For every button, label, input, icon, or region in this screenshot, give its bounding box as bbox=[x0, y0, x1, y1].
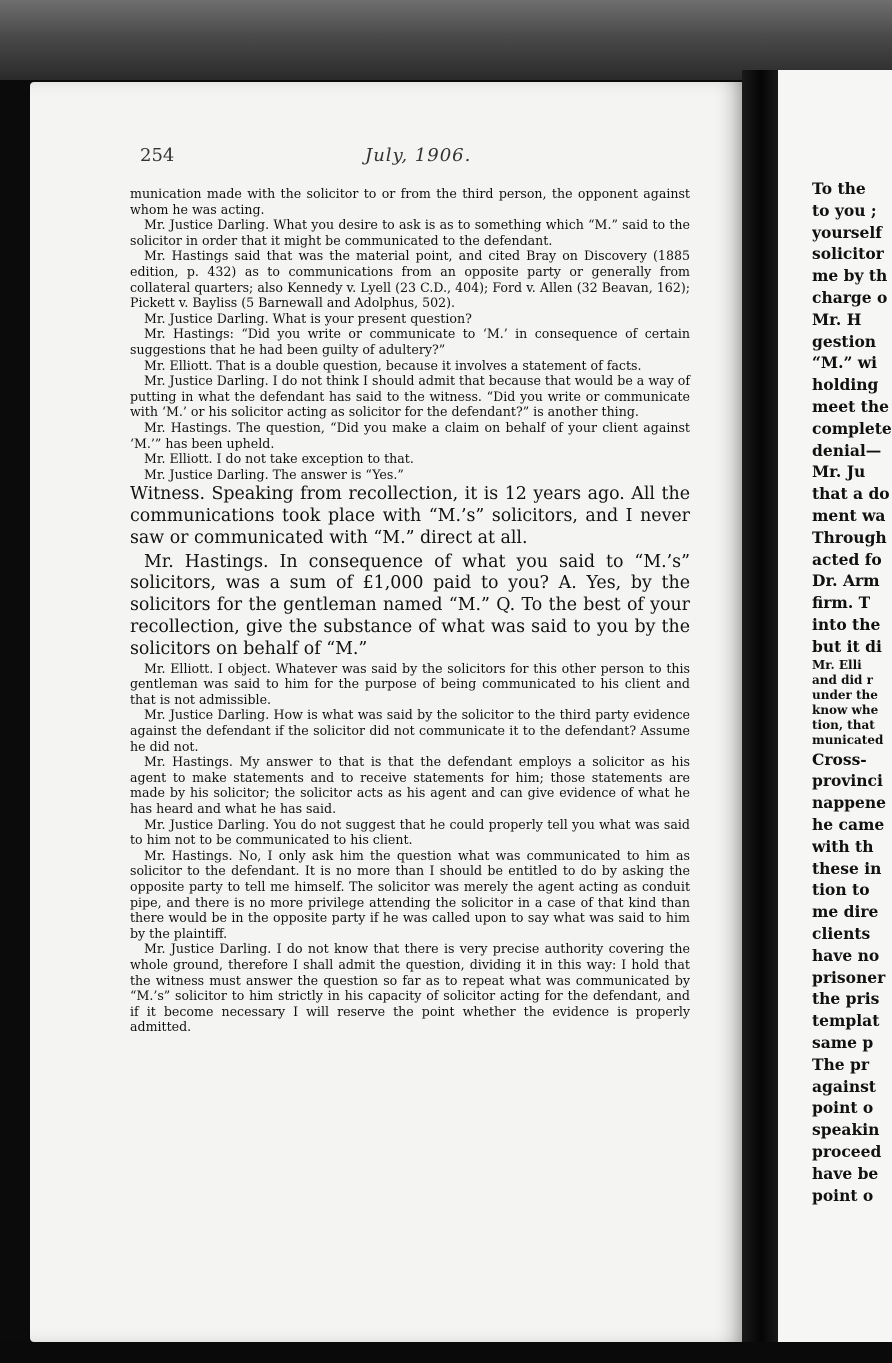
right-page-line: against bbox=[812, 1076, 876, 1096]
right-page-line: Mr. Ju bbox=[812, 462, 866, 482]
right-page-line: Through bbox=[812, 527, 887, 547]
right-page-line: Cross- bbox=[812, 749, 867, 769]
right-page-line: “M.” wi bbox=[812, 353, 878, 373]
paragraph: Mr. Justice Darling. You do not suggest that he could properly tell you what was said to him not to be communicated to his client. bbox=[130, 816, 690, 848]
paragraph: Mr. Hastings. No, I only ask him the question what was communicated to him as solicitor to the defendant. It is no more than I should be entitled to do by asking the opposite party to tell me himself. The solicitor was merely the agent acting as conduit pipe, and there is no more privilege attending the solicitor in a case of that kind than there would be in the opposite party if he was called upon to say what was said to him by the plaintiff. bbox=[130, 847, 690, 941]
paragraph: Mr. Justice Darling. I do not think I should admit that because that would be a way of putting in what the defendant has said to the witness. “Did you write or communicate with ‘M.’ or his solicitor acting as solicitor for the defendant?” is another thing. bbox=[130, 373, 690, 420]
running-title: July, 1906. bbox=[365, 145, 472, 166]
right-page-line: speakin bbox=[812, 1120, 880, 1140]
left-page-body bbox=[130, 186, 690, 1035]
right-page-line: have be bbox=[812, 1163, 879, 1183]
right-page-line: provinci bbox=[812, 771, 883, 791]
right-page-line: firm. T bbox=[812, 593, 871, 613]
book-gutter bbox=[742, 70, 780, 1363]
right-page-line: Dr. Arm bbox=[812, 571, 880, 591]
right-page-line: The pr bbox=[812, 1054, 870, 1074]
paragraph: Mr. Hastings. In consequence of what you said to “M.’s” solicitors, was a sum of £1,000 paid to you? A. Yes, by the solicitors for the gentleman named “M.” Q. To the best of your recollection, give the substance of what was said to you by the solicitors on behalf of “M.” bbox=[130, 551, 690, 659]
right-page-line: prisoner bbox=[812, 967, 886, 987]
right-page-line: holding bbox=[812, 375, 879, 395]
right-page-line: that a do bbox=[812, 484, 890, 504]
paragraph: Mr. Hastings said that was the material point, and cited Bray on Discovery (1885 edition, p. 432) as to communications from an opposite party or generally from collateral quarters; also Kennedy v. Lyell (23 C.D., 404); Ford v. Allen (32 Beavan, 162); Pickett v. Bayliss (5 Barnewall and Adolphus, 502). bbox=[130, 248, 690, 311]
paragraph: Mr. Elliott. I object. Whatever was said by the solicitors for this other person to this gentleman was said to him for the purpose of being communicated to his client and that is not admissible. bbox=[130, 660, 690, 707]
right-page-line: me by th bbox=[812, 266, 888, 286]
right-page-line: charge o bbox=[812, 287, 888, 307]
right-page-line: have no bbox=[812, 945, 880, 965]
right-page-line: the pris bbox=[812, 989, 880, 1009]
paragraph: Mr. Elliott. I do not take exception to that. bbox=[144, 451, 414, 467]
right-page-line: meet the bbox=[812, 396, 889, 416]
right-page-line: nappene bbox=[812, 793, 886, 813]
right-page-line: tion to bbox=[812, 880, 870, 900]
paragraph: Mr. Hastings. My answer to that is that the defendant employs a solicitor as his agent to make statements and to receive statements for him; those statements are made by his solicitor; the solicitor acts as his agent and can give evidence of what he has heard and what he has said. bbox=[130, 754, 690, 816]
right-page-line: templat bbox=[812, 1011, 880, 1031]
paragraph: munication made with the solicitor to or from the third person, the opponent against whom he was acting. bbox=[130, 186, 690, 217]
right-page-line: these in bbox=[812, 858, 882, 878]
right-page-line: municated bbox=[812, 733, 884, 748]
paragraph: Mr. Hastings: “Did you write or communicate to ‘M.’ in consequence of certain suggestions that he had been guilty of adultery?” bbox=[130, 326, 690, 357]
right-page-line: clients bbox=[812, 924, 871, 944]
right-page-line: Mr. H bbox=[812, 309, 862, 329]
right-page-line: yourself bbox=[812, 222, 882, 242]
right-page-line: gestion bbox=[812, 331, 877, 351]
right-page-line: same p bbox=[812, 1033, 874, 1053]
right-page-line: point o bbox=[812, 1098, 874, 1118]
right-page-line: under the bbox=[812, 687, 878, 702]
right-page-line: know whe bbox=[812, 703, 879, 718]
right-page-line: but it di bbox=[812, 636, 882, 656]
paragraph: Mr. Hastings. The question, “Did you make a claim on behalf of your client against ‘M.’” has been upheld. bbox=[130, 419, 690, 451]
paragraph: Mr. Justice Darling. I do not know that there is very precise authority covering the whole ground, therefore I shall admit the question, dividing it in this way: I hold that the witness must answer the question so far as to repeat what was communicated by “M.’s” solicitor to him strictly in his capacity of solicitor acting for the defendant, and if it become necessary I will reserve the point whether the evidence is properly admitted. bbox=[130, 941, 690, 1035]
right-page-line: complete bbox=[812, 418, 892, 438]
paragraph: Mr. Justice Darling. How is what was said by the solicitor to the third party evidence against the defendant if the solicitor did not communicate it to the defendant? Assume he did not. bbox=[130, 707, 690, 754]
right-page-line: with th bbox=[812, 836, 874, 856]
paragraph: Mr. Elliott. That is a double question, because it involves a statement of facts. bbox=[144, 357, 642, 373]
right-page-line: he came bbox=[812, 815, 885, 835]
paragraph: Mr. Justice Darling. The answer is “Yes.” bbox=[144, 466, 404, 482]
scan-background-bottom bbox=[0, 1342, 892, 1363]
right-page-line: denial— bbox=[812, 440, 882, 460]
right-page-line: tion, that bbox=[812, 718, 875, 733]
right-page-line: acted fo bbox=[812, 549, 882, 569]
paragraph: Mr. Justice Darling. What you desire to ask is as to something which “M.” said to the solicitor in order that it might be communicated to the defendant. bbox=[130, 217, 690, 248]
right-page-line: and did r bbox=[812, 672, 873, 687]
right-page-line: solicitor bbox=[812, 244, 884, 264]
right-page-line: To the bbox=[812, 179, 866, 198]
paragraph: Witness. Speaking from recollection, it is 12 years ago. All the communications took place with “M.’s” solicitors, and I never saw or communicated with “M.” direct at all. bbox=[130, 484, 690, 548]
paragraph: Mr. Justice Darling. What is your present question? bbox=[144, 310, 472, 326]
page-header bbox=[140, 145, 700, 175]
right-page-line: point o bbox=[812, 1185, 874, 1205]
right-page-fragment bbox=[812, 178, 892, 1206]
right-page-line: ment wa bbox=[812, 505, 886, 525]
right-page-line: proceed bbox=[812, 1142, 882, 1161]
scan-background-top bbox=[0, 0, 892, 80]
page-number: 254 bbox=[140, 145, 175, 166]
right-page-line: Mr. Elli bbox=[812, 657, 862, 672]
right-page-line: into the bbox=[812, 614, 881, 634]
right-page-line: to you ; bbox=[812, 200, 877, 220]
right-page-line: me dire bbox=[812, 902, 879, 922]
